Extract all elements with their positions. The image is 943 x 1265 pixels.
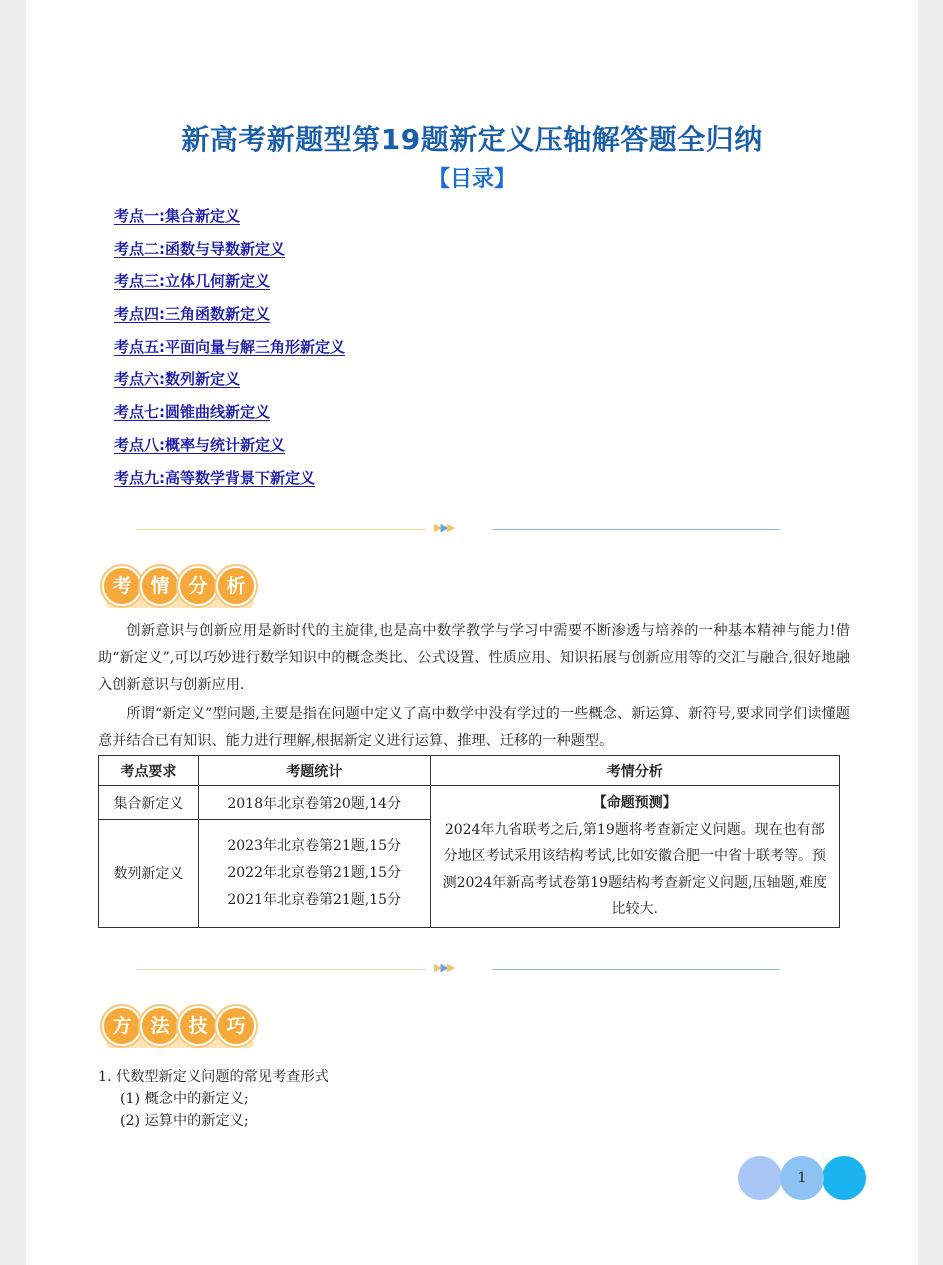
toc-link-5[interactable]: 考点五:平面向量与解三角形新定义 [114,337,346,356]
section-badge-analysis [102,562,262,614]
document-page [26,0,918,1265]
topic-cell: 集合新定义 [99,786,199,820]
topic-cell: 数列新定义 [99,820,199,927]
toc-link-1[interactable]: 考点一:集合新定义 [114,207,240,225]
document-title: 新高考新题型第19题新定义压轴解答题全归纳 [181,123,763,156]
analysis-text: 2024年九省联考之后,第19题将考查新定义问题。现在也有部分地区考试采用该结构考试,比如安徽合肥一中省十联考等。预测2024年新高考试卷第19题结构考查新定义问题,压轴题,难度比较大. [442,821,827,917]
table-header: 考题统计 [198,756,430,786]
badge-char: 分 [178,566,218,606]
toc-link-4[interactable]: 考点四:三角函数新定义 [114,305,270,324]
badge-char: 情 [140,566,180,606]
paragraph-definition: 所谓“新定义”型问题,主要是指在问题中定义了高中数学中没有学过的一些概念、新运算、新符号,要求同学们读懂题意并结合已有知识、能力进行理解,根据新定义进行运算、推理、迁移的一种题型。 [98,706,850,749]
toc-link-6[interactable]: 考点六:数列新定义 [114,370,240,389]
section-badge-methods [102,1002,262,1054]
page-circle-decor [738,1156,782,1200]
analysis-heading: 【命题预测】 [592,795,677,811]
document-subtitle: 【目录】 [427,167,516,192]
page-indicator [738,1156,868,1202]
stat-cell [198,820,430,927]
exam-stats-table [98,755,840,928]
table-header-row [99,756,840,786]
badge-char: 析 [216,566,256,606]
badge-char: 技 [178,1006,218,1046]
toc-link-9[interactable]: 考点九:高等数学背景下新定义 [114,468,315,487]
badge-char: 巧 [216,1006,256,1046]
toc-link-8[interactable]: 考点八:概率与统计新定义 [114,435,285,454]
page-number: 1 [780,1156,824,1200]
divider-arrows-icon: ▶▶▶ [434,961,454,974]
method-subitem: (1) 概念中的新定义; [120,1091,249,1107]
analysis-cell [430,786,839,928]
analysis-text [98,618,850,755]
page-circle-decor [822,1156,866,1200]
badge-char: 考 [102,566,142,606]
stat-cell: 2018年北京卷第20题,14分 [198,786,430,820]
table-row [99,786,840,820]
method-subitem: (2) 运算中的新定义; [120,1113,249,1129]
table-header: 考情分析 [430,756,839,786]
toc-link-7[interactable]: 考点七:圆锥曲线新定义 [114,403,270,422]
method-item: 1. 代数型新定义问题的常见考查形式 [98,1069,329,1085]
stat-line: 2021年北京卷第21题,15分 [227,891,402,908]
table-of-contents [114,205,345,499]
section-divider [136,961,776,975]
section-divider [136,521,776,535]
toc-link-2[interactable]: 考点二:函数与导数新定义 [114,239,285,258]
stat-line: 2022年北京卷第21题,15分 [227,864,402,881]
paragraph-innovation: 创新意识与创新应用是新时代的主旋律,也是高中数学教学与学习中需要不断渗透与培养的一种基本精神与能力!借助“新定义”,可以巧妙进行数学知识中的概念类比、公式设置、性质应用、知识拓展与创新应用等的交汇与融合,很好地融入创新意识与创新应用. [98,623,850,693]
methods-list [98,1066,329,1132]
badge-char: 法 [140,1006,180,1046]
table-header: 考点要求 [99,756,199,786]
badge-char: 方 [102,1006,142,1046]
stat-line: 2023年北京卷第21题,15分 [227,837,402,854]
toc-link-3[interactable]: 考点三:立体几何新定义 [114,272,270,291]
divider-arrows-icon: ▶▶▶ [434,521,454,534]
